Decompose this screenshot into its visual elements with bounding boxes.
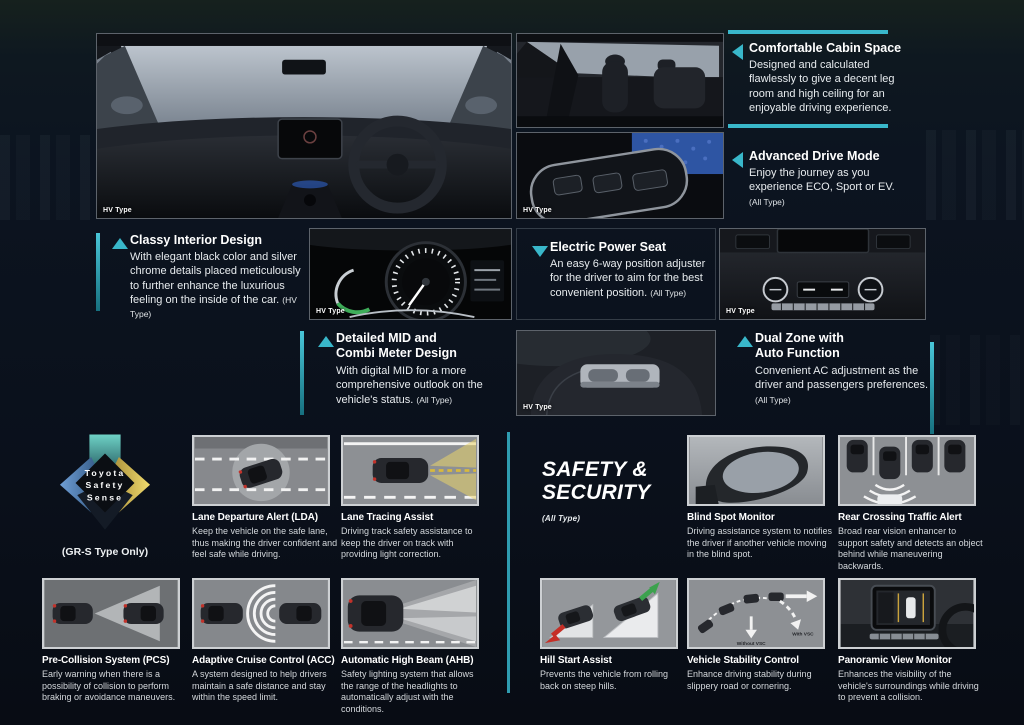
tile-title: Panoramic View Monitor <box>838 655 952 666</box>
dashboard-photo-illustration <box>97 34 511 218</box>
tile-title: Adaptive Cruise Control (ACC) <box>192 655 335 666</box>
teal-rule <box>728 124 888 128</box>
rcta-illustration <box>838 435 976 506</box>
feature-desc <box>550 257 718 300</box>
feature-desc <box>130 250 308 321</box>
pcs-icon <box>44 580 178 647</box>
feature-arrow-icon <box>532 246 548 257</box>
feature-desc <box>336 364 506 407</box>
tile-desc: Early warning when there is a possibility of collision to perform braking or avoidance maneuvers. <box>42 669 176 703</box>
feature-desc-text: Enjoy the journey as you experience ECO, Sport or EV. <box>749 167 895 194</box>
feature-desc <box>755 364 930 407</box>
cabin-photo-illustration <box>517 34 723 127</box>
feature-desc-text: Convenient AC adjustment as the driver and passengers preferences. <box>755 365 929 392</box>
feature-desc: Designed and calculated flawlessly to give a decent leg room and high ceiling for an enjoyable driving experience. <box>749 59 895 114</box>
tile-title: Pre-Collision System (PCS) <box>42 655 170 666</box>
teal-rule-vertical <box>96 233 100 311</box>
feature-type-tag: (All Type) <box>650 287 687 298</box>
teal-rule-vertical <box>930 342 934 434</box>
feature-type-tag: (All Type) <box>749 196 785 207</box>
teal-rule <box>728 30 888 34</box>
drive-mode-photo <box>516 132 724 219</box>
tile-desc: Broad rear vision enhancer to support safety and detects an object behind while maneuvering backwards. <box>838 526 983 572</box>
feature-title: Dual Zone with Auto Function <box>755 331 844 360</box>
tile-desc: Safety lighting system that allows the range of the headlights to automatically adjust with the conditions. <box>341 669 474 715</box>
hsa-illustration <box>540 578 678 649</box>
grs-type-note: (GR-S Type Only) <box>61 546 149 558</box>
safety-heading-tag: (All Type) <box>542 514 581 523</box>
feature-desc-text: With elegant black color and silver chrome details placed meticulously to further enhance the luxurious feeling on the inside of the car. <box>130 251 301 306</box>
tile-desc: Driving assistance system to notifies the driver if another vehicle moving in the blind spot. <box>687 526 833 560</box>
tile-title: Lane Tracing Assist <box>341 512 434 523</box>
pvm-illustration <box>838 578 976 649</box>
feature-desc <box>749 166 899 209</box>
rcta-icon <box>840 437 974 504</box>
feature-type-tag: (HV Type) <box>130 294 297 320</box>
vsc-with-label: With VSC <box>792 632 814 638</box>
lta-illustration <box>341 435 479 506</box>
drive-mode-photo-illustration <box>517 133 723 218</box>
vsc-illustration <box>687 578 825 649</box>
meter-photo-illustration <box>310 229 511 319</box>
tile-desc: Driving track safety assistance to keep the driver on track with providing light correction. <box>341 526 473 560</box>
pvm-icon <box>840 580 974 647</box>
photo-type-label: HV Type <box>523 404 552 411</box>
photo-type-label: HV Type <box>103 207 132 214</box>
tile-desc: Prevents the vehicle from rolling back on steep hills. <box>540 669 669 691</box>
feature-arrow-icon <box>737 336 753 347</box>
ac-control-photo <box>719 228 926 320</box>
dashboard-photo <box>96 33 512 219</box>
feature-type-tag: (All Type) <box>755 394 791 405</box>
tile-title: Automatic High Beam (AHB) <box>341 655 474 666</box>
safety-heading-line1: SAFETY & <box>542 458 648 481</box>
skyline-right-mid <box>930 335 1024 425</box>
ahb-illustration <box>341 578 479 649</box>
lta-icon <box>343 437 477 504</box>
cabin-photo <box>516 33 724 128</box>
feature-arrow-icon <box>318 336 334 347</box>
teal-rule-vertical <box>300 331 304 415</box>
tile-title: Vehicle Stability Control <box>687 655 799 666</box>
feature-desc-text: An easy 6-way position adjuster for the driver to aim for the best convenient position. <box>550 258 706 299</box>
section-divider <box>507 432 510 693</box>
vsc-without-label: Without VSC <box>736 642 766 647</box>
hsa-icon <box>542 580 676 647</box>
skyline-right <box>926 130 1024 220</box>
meter-photo <box>309 228 512 320</box>
feature-arrow-icon <box>732 44 743 60</box>
photo-type-label: HV Type <box>316 308 345 315</box>
seat-adjuster-photo <box>516 330 716 416</box>
feature-title: Electric Power Seat <box>550 240 667 254</box>
feature-title: Advanced Drive Mode <box>749 149 880 163</box>
vsc-icon <box>689 580 823 647</box>
acc-icon <box>194 580 328 647</box>
tile-title: Lane Departure Alert (LDA) <box>192 512 318 523</box>
ac-control-photo-illustration <box>720 229 925 319</box>
feature-arrow-icon <box>112 238 128 249</box>
toyota-safety-sense-logo <box>53 431 157 535</box>
tile-desc: A system designed to help drivers maintain a safe distance and stay within the speed limit. <box>192 669 327 703</box>
safety-heading-line2: SECURITY <box>542 481 651 504</box>
lda-illustration <box>192 435 330 506</box>
photo-type-label: HV Type <box>726 308 755 315</box>
tss-word-sense: Sense <box>86 492 124 503</box>
tss-word-safety: Safety <box>85 480 125 491</box>
tile-title: Hill Start Assist <box>540 655 612 666</box>
photo-type-label: HV Type <box>523 207 552 214</box>
feature-type-tag: (All Type) <box>416 394 453 405</box>
feature-title: Classy Interior Design <box>130 233 262 247</box>
bsm-icon <box>689 437 823 504</box>
safety-security-heading <box>542 458 651 530</box>
pcs-illustration <box>42 578 180 649</box>
acc-illustration <box>192 578 330 649</box>
tile-desc: Keep the vehicle on the safe lane, thus making the driver confident and feel safe while driving. <box>192 526 338 560</box>
tile-desc: Enhances the visibility of the vehicle's surroundings while driving to prevent a collision. <box>838 669 979 703</box>
skyline-left <box>0 135 96 220</box>
feature-desc-text: With digital MID for a more comprehensive outlook on the vehicle's status. <box>336 365 483 406</box>
tile-title: Rear Crossing Traffic Alert <box>838 512 962 523</box>
ahb-icon <box>343 580 477 647</box>
bsm-illustration <box>687 435 825 506</box>
seat-adjuster-photo-illustration <box>517 331 715 415</box>
tile-title: Blind Spot Monitor <box>687 512 775 523</box>
tss-word-toyota: Toyota <box>84 468 126 479</box>
feature-arrow-icon <box>732 152 743 168</box>
tile-desc: Enhance driving stability during slippery road or cornering. <box>687 669 812 691</box>
feature-title: Detailed MID and Combi Meter Design <box>336 331 457 360</box>
lda-icon <box>194 437 328 504</box>
feature-title: Comfortable Cabin Space <box>749 41 902 55</box>
